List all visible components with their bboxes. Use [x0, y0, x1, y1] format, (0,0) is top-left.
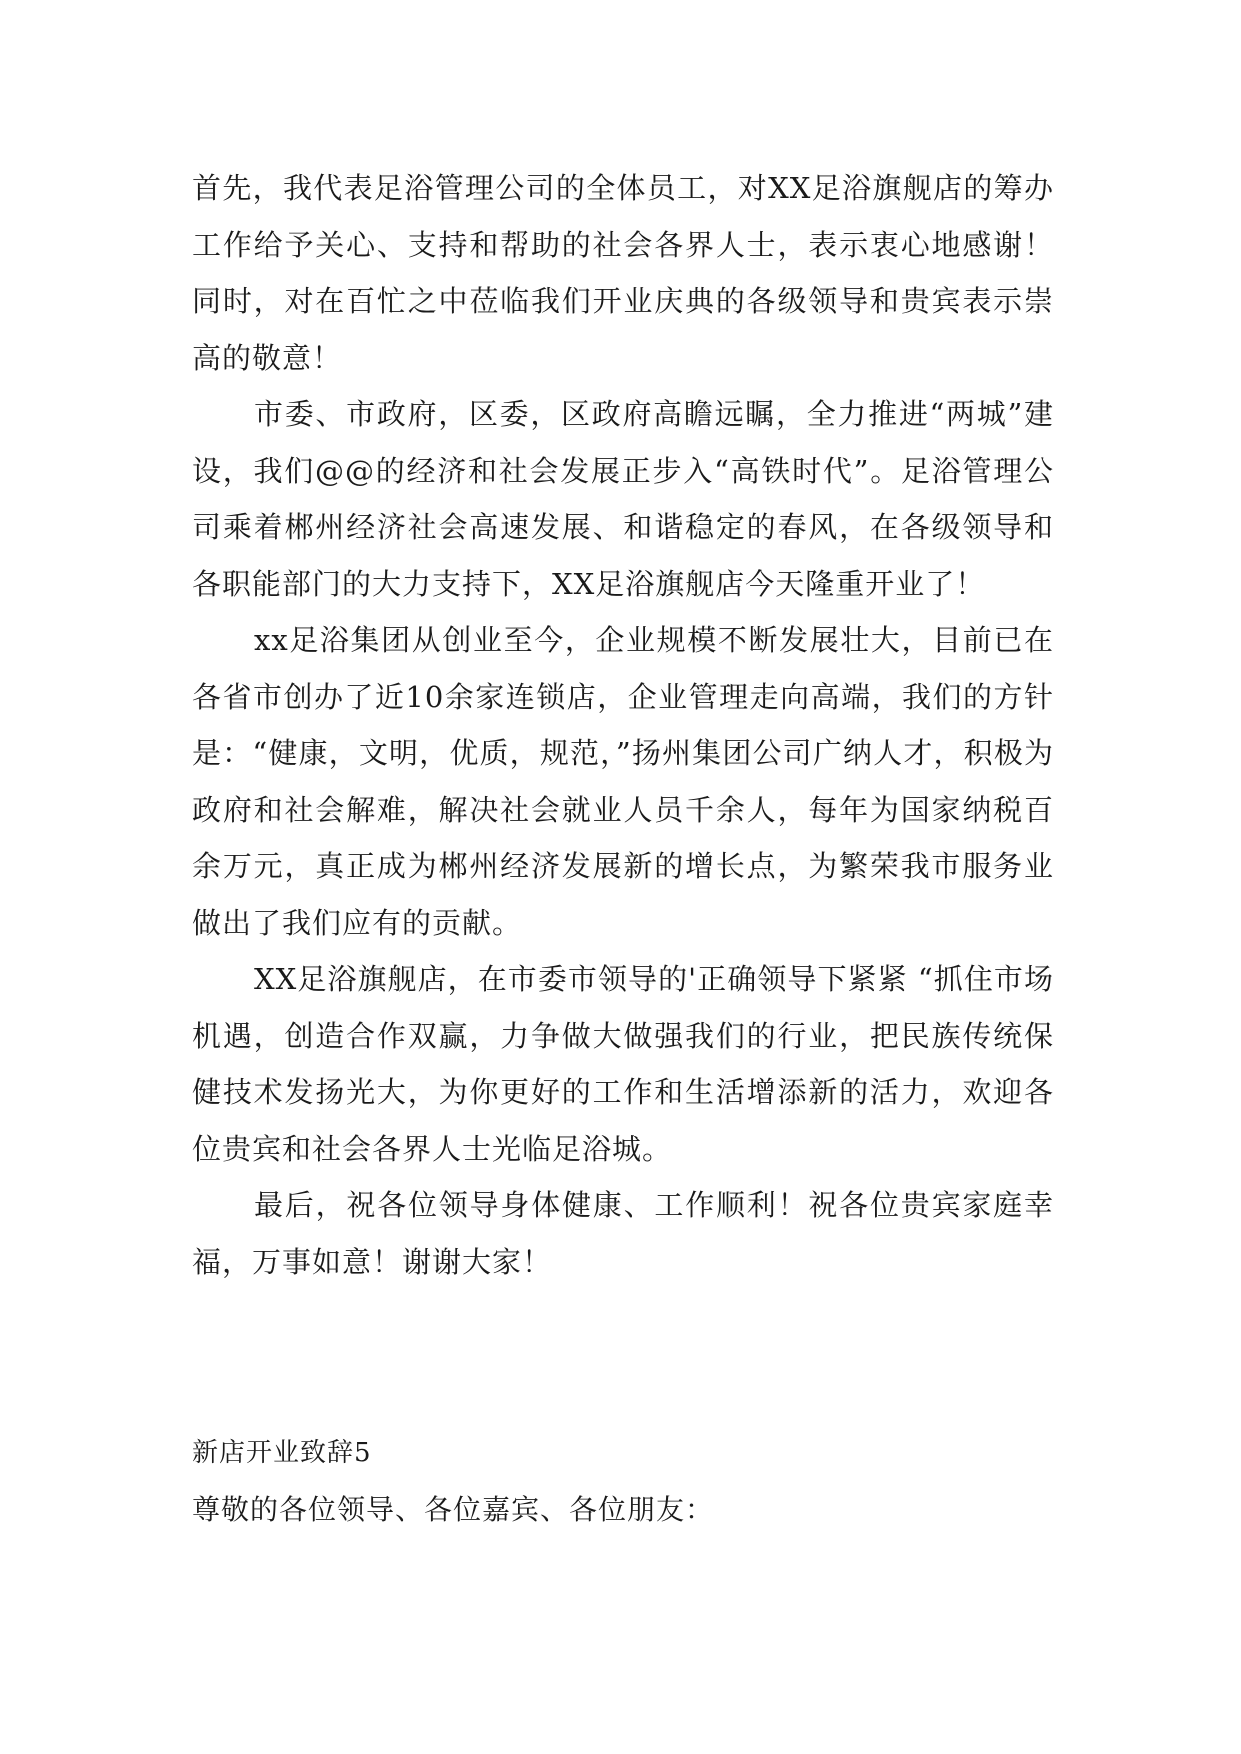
section-title: 新店开业致辞5 [192, 1438, 372, 1468]
document-body [192, 160, 1054, 1290]
paragraph-opening: 首先，我代表足浴管理公司的全体员工，对XX足浴旗舰店的筹办工作给予关心、支持和帮助的社会各界人士，表示衷心地感谢！同时，对在百忙之中莅临我们开业庆典的各级领导和贵宾表示崇高的敬意！ [192, 171, 1054, 375]
paragraph-closing-wishes: 最后，祝各位领导身体健康、工作顺利！祝各位贵宾家庭幸福，万事如意！谢谢大家！ [192, 1188, 1054, 1279]
salutation: 尊敬的各位领导、各位嘉宾、各位朋友： [192, 1493, 715, 1526]
paragraph-city-development: 市委、市政府，区委，区政府高瞻远瞩，全力推进“两城”建设，我们@@的经济和社会发展正步入“高铁时代”。足浴管理公司乘着郴州经济社会高速发展、和谐稳定的春风，在各级领导和各职能部门的大力支持下，XX足浴旗舰店今天隆重开业了！ [192, 397, 1054, 601]
paragraph-flagship-store: XX足浴旗舰店，在市委市领导的'正确领导下紧紧 “抓住市场机遇，创造合作双赢，力争做大做强我们的行业，把民族传统保健技术发扬光大，为你更好的工作和生活增添新的活力，欢迎各位贵宾和社会各界人士光临足浴城。 [192, 962, 1054, 1166]
paragraph-company-growth: xx足浴集团从创业至今，企业规模不断发展壮大，目前已在各省市创办了近10余家连锁店，企业管理走向高端，我们的方针是：“健康，文明，优质，规范，”扬州集团公司广纳人才，积极为政府和社会解难，解决社会就业人员千余人，每年为国家纳税百余万元，真正成为郴州经济发展新的增长点，为繁荣我市服务业做出了我们应有的贡献。 [192, 623, 1054, 940]
